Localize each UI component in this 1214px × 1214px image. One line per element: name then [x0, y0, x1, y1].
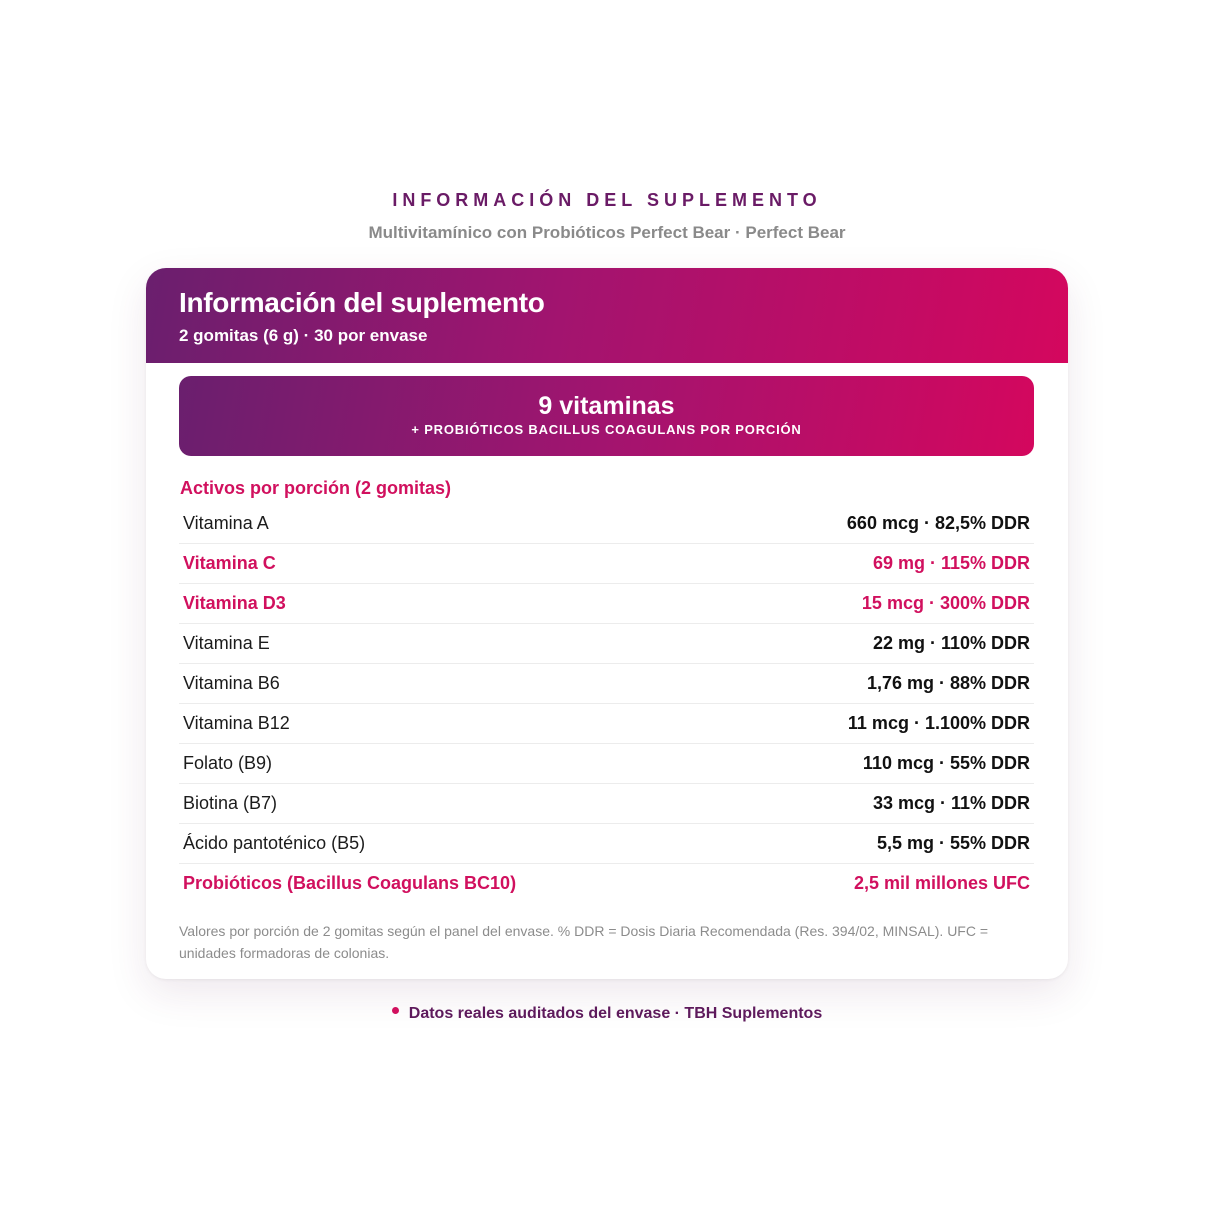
nutrient-name: Folato (B9) [183, 753, 273, 773]
nutrient-row [179, 704, 1034, 744]
nutrient-row [179, 664, 1034, 704]
nutrient-amount: 69 mg · 115% DDR [872, 553, 1030, 573]
nutrient-name: Vitamina C [183, 553, 276, 573]
nutrient-name: Biotina (B7) [183, 793, 278, 813]
footnote: Valores por porción de 2 gomitas según el panel del envase. % DDR = Dosis Diaria Recomendada (Res. 394/02, MINSAL). UFC = unidades formadoras de colonias. [179, 923, 989, 961]
nutrient-name: Vitamina B12 [183, 713, 290, 733]
nutrient-name: Vitamina B6 [183, 673, 280, 693]
section-title: Activos por porción (2 gomitas) [180, 478, 452, 498]
nutrient-amount: 15 mcg · 300% DDR [861, 593, 1030, 613]
card-header [146, 268, 1068, 363]
nutrient-amount: 22 mg · 110% DDR [872, 633, 1030, 653]
highlight-banner [179, 376, 1034, 456]
nutrient-name: Vitamina D3 [183, 593, 286, 613]
nutrient-name: Vitamina A [183, 513, 269, 533]
nutrient-row [179, 744, 1034, 784]
nutrient-amount: 660 mcg · 82,5% DDR [846, 513, 1030, 533]
nutrient-amount: 110 mcg · 55% DDR [862, 753, 1030, 773]
source-note [0, 1005, 1214, 1023]
nutrient-amount: 33 mcg · 11% DDR [872, 793, 1030, 813]
product-line: Multivitamínico con Probióticos Perfect Bear · Perfect Bear [368, 223, 846, 242]
nutrient-row [179, 864, 1034, 903]
nutrient-amount: 1,76 mg · 88% DDR [866, 673, 1030, 693]
nutrient-row [179, 784, 1034, 824]
source-text: Datos reales auditados del envase · TBH Suplementos [408, 1005, 823, 1022]
highlight-sub: + PROBIÓTICOS BACILLUS COAGULANS POR PORCIÓN [411, 422, 802, 437]
highlight-main: 9 vitaminas [538, 392, 675, 420]
serving-info: 2 gomitas (6 g) · 30 por envase [179, 326, 428, 345]
nutrient-name: Probióticos (Bacillus Coagulans BC10) [183, 873, 517, 893]
nutrient-row [179, 544, 1034, 584]
nutrient-name: Ácido pantoténico (B5) [183, 833, 366, 853]
nutrient-row [179, 584, 1034, 624]
nutrient-amount: 11 mcg · 1.100% DDR [847, 713, 1030, 733]
nutrient-amount: 5,5 mg · 55% DDR [876, 833, 1030, 853]
nutrient-name: Vitamina E [183, 633, 270, 653]
nutrient-list [179, 504, 1034, 903]
nutrient-row [179, 824, 1034, 864]
nutrient-row [179, 624, 1034, 664]
supplement-card [146, 268, 1068, 979]
nutrient-amount: 2,5 mil millones UFC [853, 873, 1030, 893]
page-kicker: INFORMACIÓN DEL SUPLEMENTO [392, 190, 822, 210]
nutrient-row [179, 504, 1034, 544]
bullet-dot-icon [392, 1007, 399, 1014]
card-title: Información del suplemento [179, 287, 545, 318]
